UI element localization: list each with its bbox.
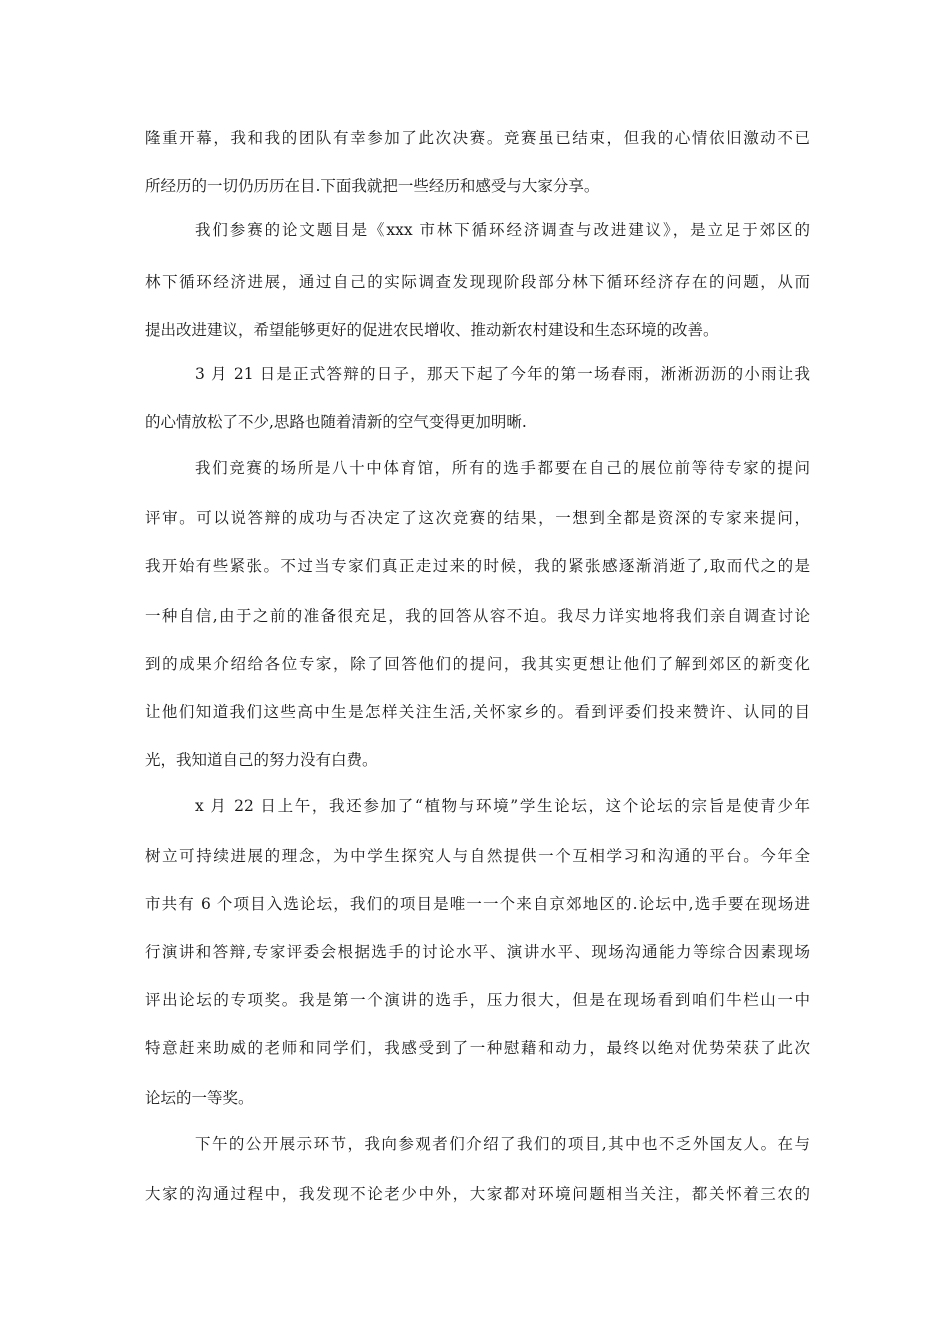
text-line: 论坛的一等奖。 <box>145 1089 254 1107</box>
text-line: 评审。可以说答辩的成功与否决定了这次竞赛的结果，一想到全都是资深的专家来提问， <box>145 509 810 527</box>
text-line: 市共有 6 个项目入选论坛，我们的项目是唯一一个来自京郊地区的.论坛中,选手要在现场进 <box>145 895 810 913</box>
text-line: 下午的公开展示环节，我向参观者们介绍了我们的项目,其中也不乏外国友人。在与 <box>195 1135 810 1153</box>
text-line: 的心情放松了不少,思路也随着清新的空气变得更加明晰. <box>145 413 527 431</box>
text-line: 行演讲和答辩,专家评委会根据选手的讨论水平、演讲水平、现场沟通能力等综合因素现场 <box>145 943 810 961</box>
text-line: 光，我知道自己的努力没有白费。 <box>145 751 378 769</box>
text-line: 我们参赛的论文题目是《xxx 市林下循环经济调查与改进建议》，是立足于郊区的 <box>195 221 810 239</box>
text-line: 树立可持续进展的理念，为中学生探究人与自然提供一个互相学习和沟通的平台。今年全 <box>145 847 810 865</box>
text-line: 我们竞赛的场所是八十中体育馆，所有的选手都要在自己的展位前等待专家的提问 <box>195 459 810 477</box>
text-line: x 月 22 日上午，我还参加了“植物与环境”学生论坛，这个论坛的宗旨是使青少年 <box>195 797 810 815</box>
text-line: 所经历的一切仍历历在目.下面我就把一些经历和感受与大家分享。 <box>145 177 600 195</box>
text-line: 隆重开幕，我和我的团队有幸参加了此次决赛。竞赛虽已结束，但我的心情依旧激动不已 <box>145 129 810 147</box>
text-line: 特意赶来助威的老师和同学们，我感受到了一种慰藉和动力，最终以绝对优势荣获了此次 <box>145 1039 810 1057</box>
text-line: 一种自信,由于之前的准备很充足，我的回答从容不迫。我尽力详实地将我们亲自调查讨论 <box>145 607 810 625</box>
text-line: 我开始有些紧张。不过当专家们真正走过来的时候，我的紧张感逐渐消逝了,取而代之的是 <box>145 557 810 575</box>
text-line: 提出改进建议，希望能够更好的促进农民增收、推动新农村建设和生态环境的改善。 <box>145 321 719 339</box>
text-line: 让他们知道我们这些高中生是怎样关注生活,关怀家乡的。看到评委们投来赞许、认同的目 <box>145 703 810 721</box>
text-line: 3 月 21 日是正式答辩的日子，那天下起了今年的第一场春雨，淅淅沥沥的小雨让我 <box>195 365 810 383</box>
text-line: 林下循环经济进展，通过自己的实际调查发现现阶段部分林下循环经济存在的问题，从而 <box>145 273 810 291</box>
text-line: 评出论坛的专项奖。我是第一个演讲的选手，压力很大，但是在现场看到咱们牛栏山一中 <box>145 991 810 1009</box>
text-line: 到的成果介绍给各位专家，除了回答他们的提问，我其实更想让他们了解到郊区的新变化 <box>145 655 810 673</box>
text-line: 大家的沟通过程中，我发现不论老少中外，大家都对环境问题相当关注，都关怀着三农的 <box>145 1185 810 1203</box>
